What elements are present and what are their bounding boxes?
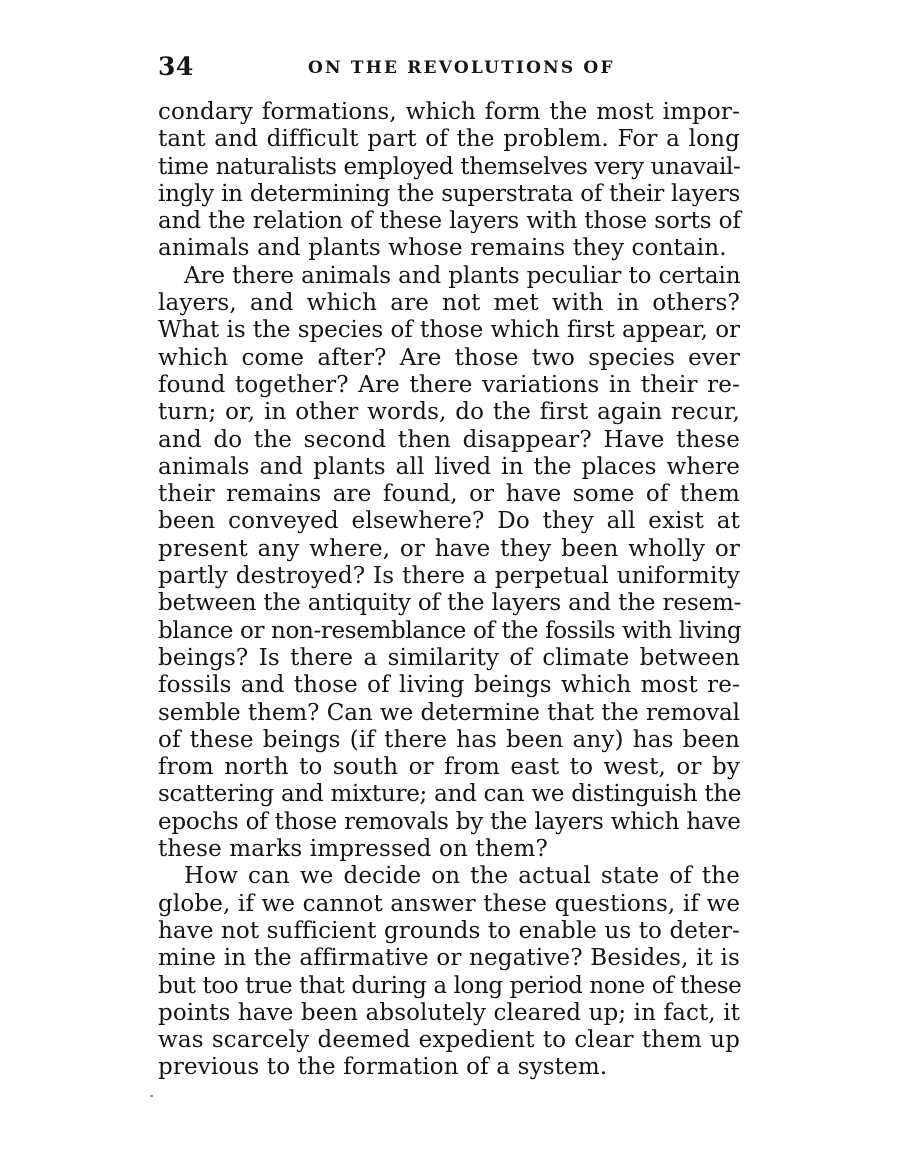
text-line: fossils and those of living beings which most re- [158,672,740,699]
text-line: ingly in determining the superstrata of their layers [158,180,740,207]
text-line: turn; or, in other words, do the first again recur, [158,399,740,426]
text-line: previous to the formation of a system. [158,1054,608,1081]
text-line: layers, and which are not met with in others? [158,290,740,317]
text-line: which come after? Are those two species ever [158,344,740,371]
paragraph-2 [158,263,740,864]
text-line: What is the species of those which first appear, or [158,317,740,344]
text-line: semble them? Can we determine that the removal [158,699,740,726]
text-line: condary formations, which form the most impor- [158,99,740,125]
text-line: How can we decide on the actual state of the [184,863,740,890]
text-line: been conveyed elsewhere? Do they all exist at [158,508,740,535]
page-number: 34 [158,52,194,81]
text-line: was scarcely deemed expedient to clear them up [158,1027,740,1054]
text-line: these marks impressed on them? [158,836,548,863]
text-line: and do the second then disappear? Have these [158,426,740,453]
running-head [158,52,740,84]
text-line: animals and plants whose remains they contain. [158,235,727,262]
text-line: partly destroyed? Is there a perpetual uniformity [158,563,740,590]
text-line: tant and difficult part of the problem. For a long [158,126,740,153]
text-line: present any where, or have they been wholly or [158,535,740,562]
running-title: ON THE REVOLUTIONS OF [308,58,615,78]
text-line: have not sufficient grounds to enable us to deter- [158,917,740,944]
text-line: globe, if we cannot answer these questions, if we [158,890,741,917]
text-line: animals and plants all lived in the places where [158,453,740,480]
body-text [158,99,740,1082]
text-line: points have been absolutely cleared up; in fact, it [158,999,740,1026]
text-line: mine in the affirmative or negative? Besides, it is [158,945,740,972]
text-line: beings? Is there a similarity of climate between [158,644,740,671]
text-line: blance or non-resemblance of the fossils with living [158,617,742,644]
text-line: and the relation of these layers with those sorts of [158,208,741,235]
text-line: of these beings (if there has been any) has been [158,726,740,753]
text-line: time naturalists employed themselves very unavail- [158,153,741,180]
text-line: Are there animals and plants peculiar to certain [184,262,741,289]
text-line: but too true that during a long period none of these [158,972,742,999]
paragraph-1 [158,99,740,263]
paragraph-3 [158,863,740,1081]
text-line: between the antiquity of the layers and the resem- [158,590,742,617]
text-line: from north to south or from east to west, or by [158,754,740,781]
text-line: epochs of those removals by the layers which have [158,808,741,835]
text-line: their remains are found, or have some of them [158,481,740,508]
text-line: scattering and mixture; and can we distinguish the [158,781,742,808]
text-line: found together? Are there variations in their re- [158,371,740,398]
print-speck [150,1095,153,1097]
